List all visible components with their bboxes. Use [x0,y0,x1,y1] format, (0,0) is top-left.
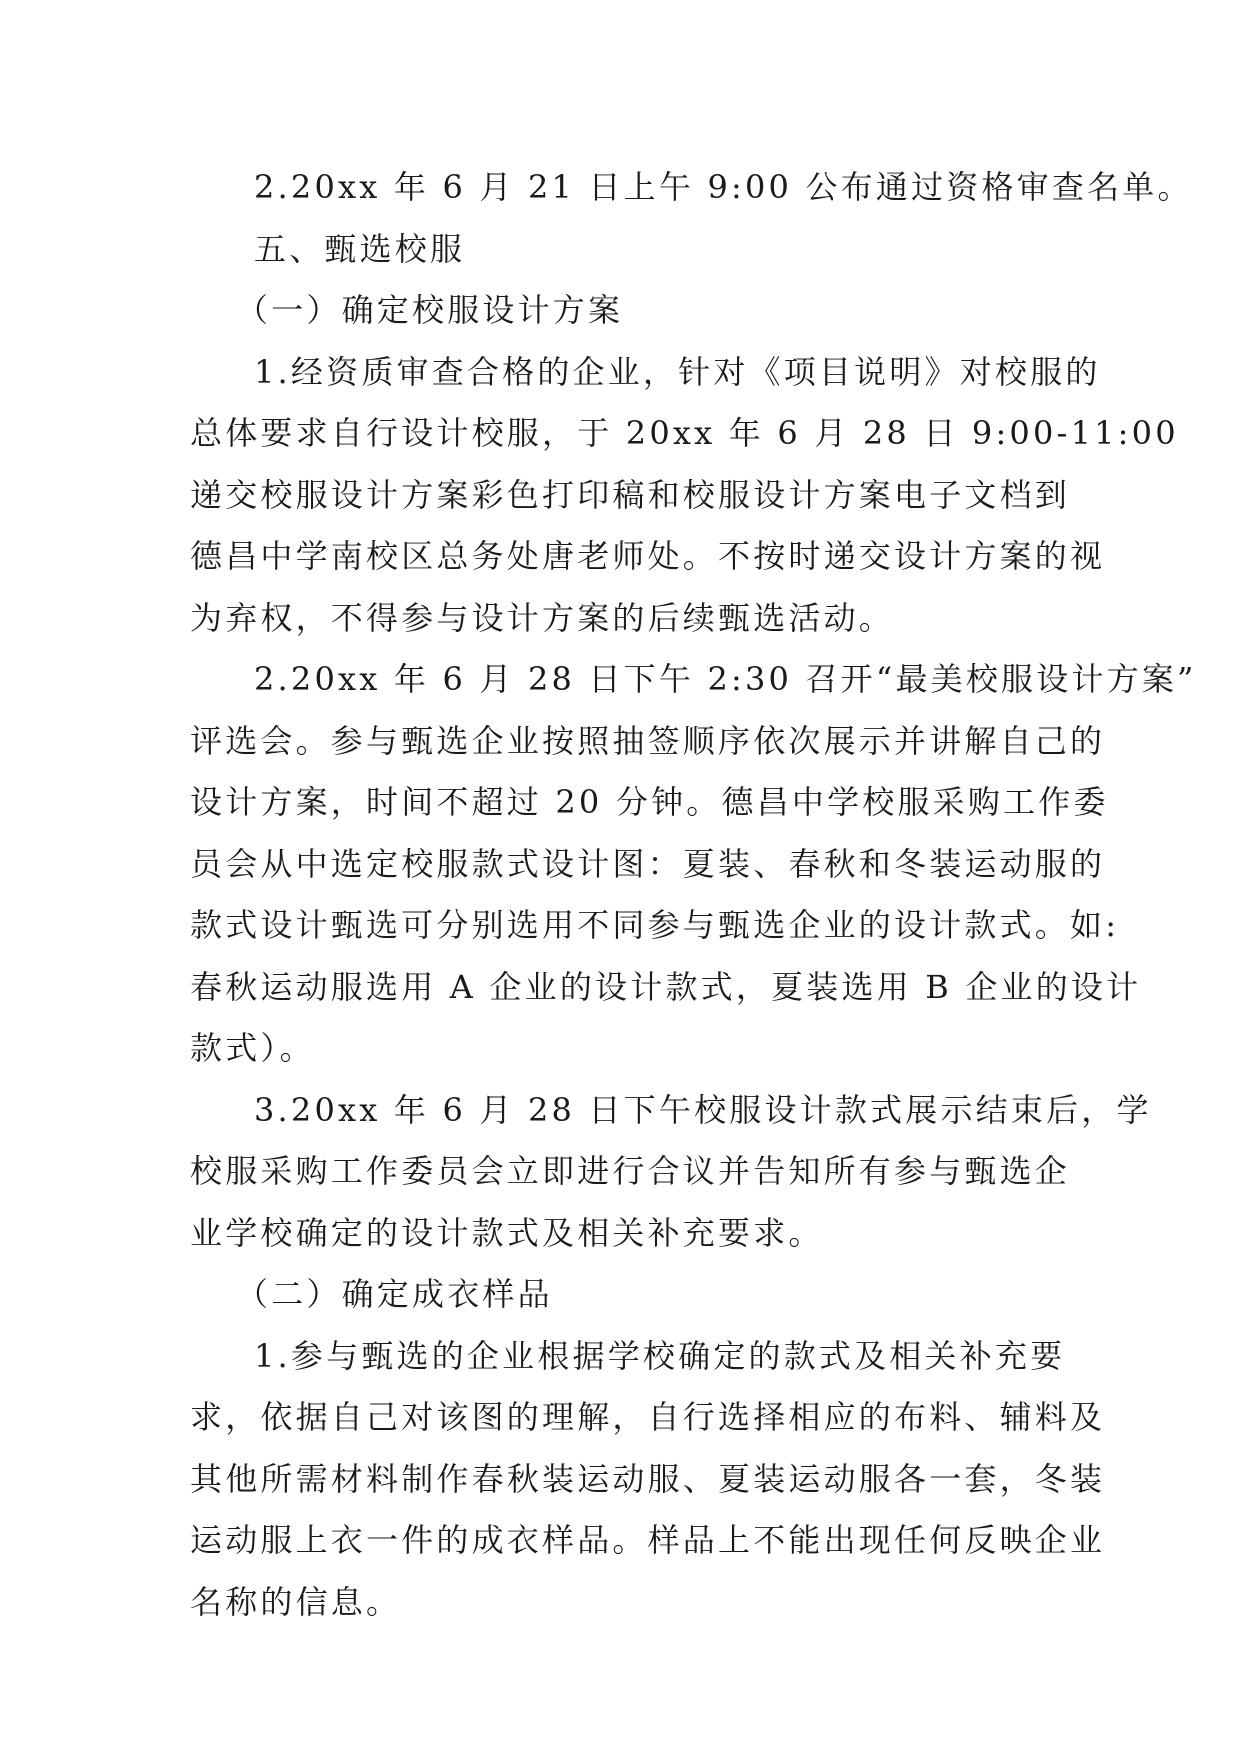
paragraph-line: 设计方案，时间不超过 20 分钟。德昌中学校服采购工作委 [190,783,1109,821]
paragraph-line: 2.20xx 年 6 月 28 日下午 2:30 召开“最美校服设计方案” [254,660,1197,698]
section-heading: 五、甄选校服 [254,230,466,268]
paragraph-line: 校服采购工作委员会立即进行合议并告知所有参与甄选企 [190,1152,1071,1190]
paragraph-line: 业学校确定的设计款式及相关补充要求。 [190,1214,824,1252]
paragraph-line: 春秋运动服选用 A 企业的设计款式，夏装选用 B 企业的设计 [190,968,1142,1006]
paragraph-line: 3.20xx 年 6 月 28 日下午校服设计款式展示结束后，学 [254,1091,1152,1129]
paragraph-line: 1.参与甄选的企业根据学校确定的款式及相关补充要 [254,1337,1066,1375]
paragraph-line: 德昌中学南校区总务处唐老师处。不按时递交设计方案的视 [190,537,1106,575]
paragraph-line: 员会从中选定校服款式设计图：夏装、春秋和冬装运动服的 [190,845,1106,883]
paragraph-line: 运动服上衣一件的成衣样品。样品上不能出现任何反映企业 [190,1521,1106,1559]
paragraph-line: 递交校服设计方案彩色打印稿和校服设计方案电子文档到 [190,476,1071,514]
paragraph-line: 求，依据自己对该图的理解，自行选择相应的布料、辅料及 [190,1398,1106,1436]
paragraph-line: 1.经资质审查合格的企业，针对《项目说明》对校服的 [254,353,1101,391]
paragraph-line: 名称的信息。 [190,1583,402,1621]
subsection-heading: （一）确定校服设计方案 [236,291,624,329]
paragraph-line: 其他所需材料制作春秋装运动服、夏装运动服各一套，冬装 [190,1460,1106,1498]
paragraph-line: 评选会。参与甄选企业按照抽签顺序依次展示并讲解自己的 [190,722,1106,760]
paragraph-line: 2.20xx 年 6 月 21 日上午 9:00 公布通过资格审查名单。 [254,168,1193,206]
paragraph-line: 总体要求自行设计校服，于 20xx 年 6 月 28 日 9:00-11:00 [190,414,1179,452]
subsection-heading: （二）确定成衣样品 [236,1275,553,1313]
paragraph-line: 款式设计甄选可分别选用不同参与甄选企业的设计款式。如: [190,906,1120,944]
paragraph-line: 为弃权，不得参与设计方案的后续甄选活动。 [190,599,895,637]
paragraph-line: 款式）。 [190,1029,315,1067]
